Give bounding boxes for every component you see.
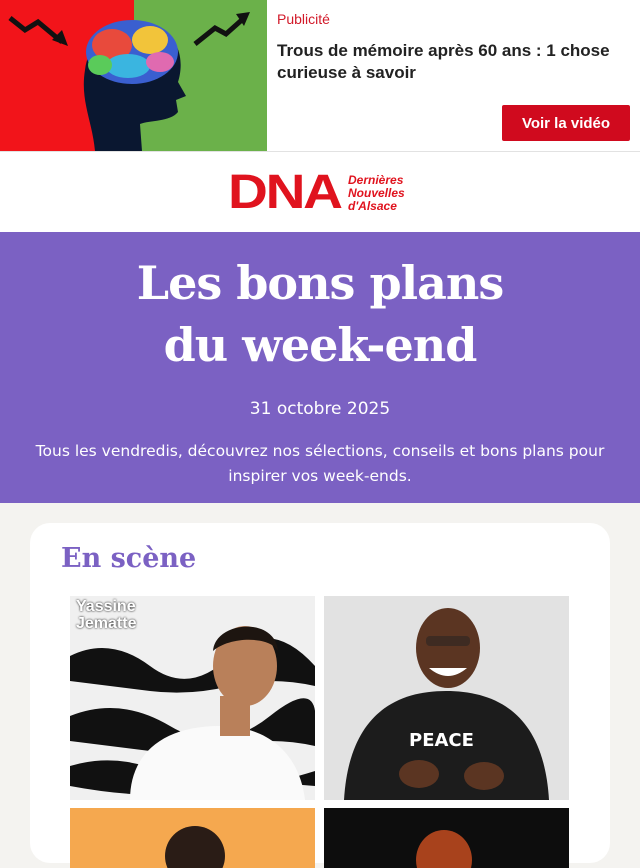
performer-photo-icon (324, 596, 569, 800)
hero-title (0, 252, 640, 376)
watch-video-button[interactable]: Voir la vidéo (502, 105, 630, 141)
hero-banner (0, 232, 640, 503)
logo-subtitle (348, 174, 405, 213)
performer-photo-icon (70, 808, 315, 868)
logo-main-text: DNA (228, 166, 341, 219)
performer-photo-icon (324, 808, 569, 868)
svg-text:PEACE: PEACE (409, 730, 474, 751)
ad-label: Publicité (277, 11, 330, 27)
hero-date: 31 octobre 2025 (249, 399, 391, 419)
photo1-caption: Yassine Jematte (76, 598, 137, 632)
logo-sub-line2: Nouvelles (348, 185, 405, 200)
logo-sub-line3: d'Alsace (348, 198, 397, 213)
section-title: En scène (61, 543, 197, 574)
event-photo-4[interactable] (324, 808, 569, 868)
event-photo-1[interactable] (70, 596, 315, 800)
event-photo-2[interactable] (324, 596, 569, 800)
event-photo-3[interactable] (70, 808, 315, 868)
dna-logo[interactable] (228, 166, 405, 219)
hero-title-line1: Les bons plans (136, 256, 504, 310)
logo-sub-line1: Dernières (348, 172, 404, 187)
ad-banner[interactable] (0, 0, 640, 152)
ad-image[interactable] (0, 0, 267, 151)
hero-description: Tous les vendredis, découvrez nos sélections, conseils et bons plans pour inspirer vos week-ends. (35, 442, 605, 485)
section-card-en-scene (30, 523, 610, 863)
brain-illustration-icon (0, 0, 267, 151)
logo-bar (0, 152, 640, 232)
ad-title[interactable]: Trous de mémoire après 60 ans : 1 chose curieuse à savoir (277, 41, 610, 82)
hero-title-line2: du week-end (163, 318, 477, 372)
